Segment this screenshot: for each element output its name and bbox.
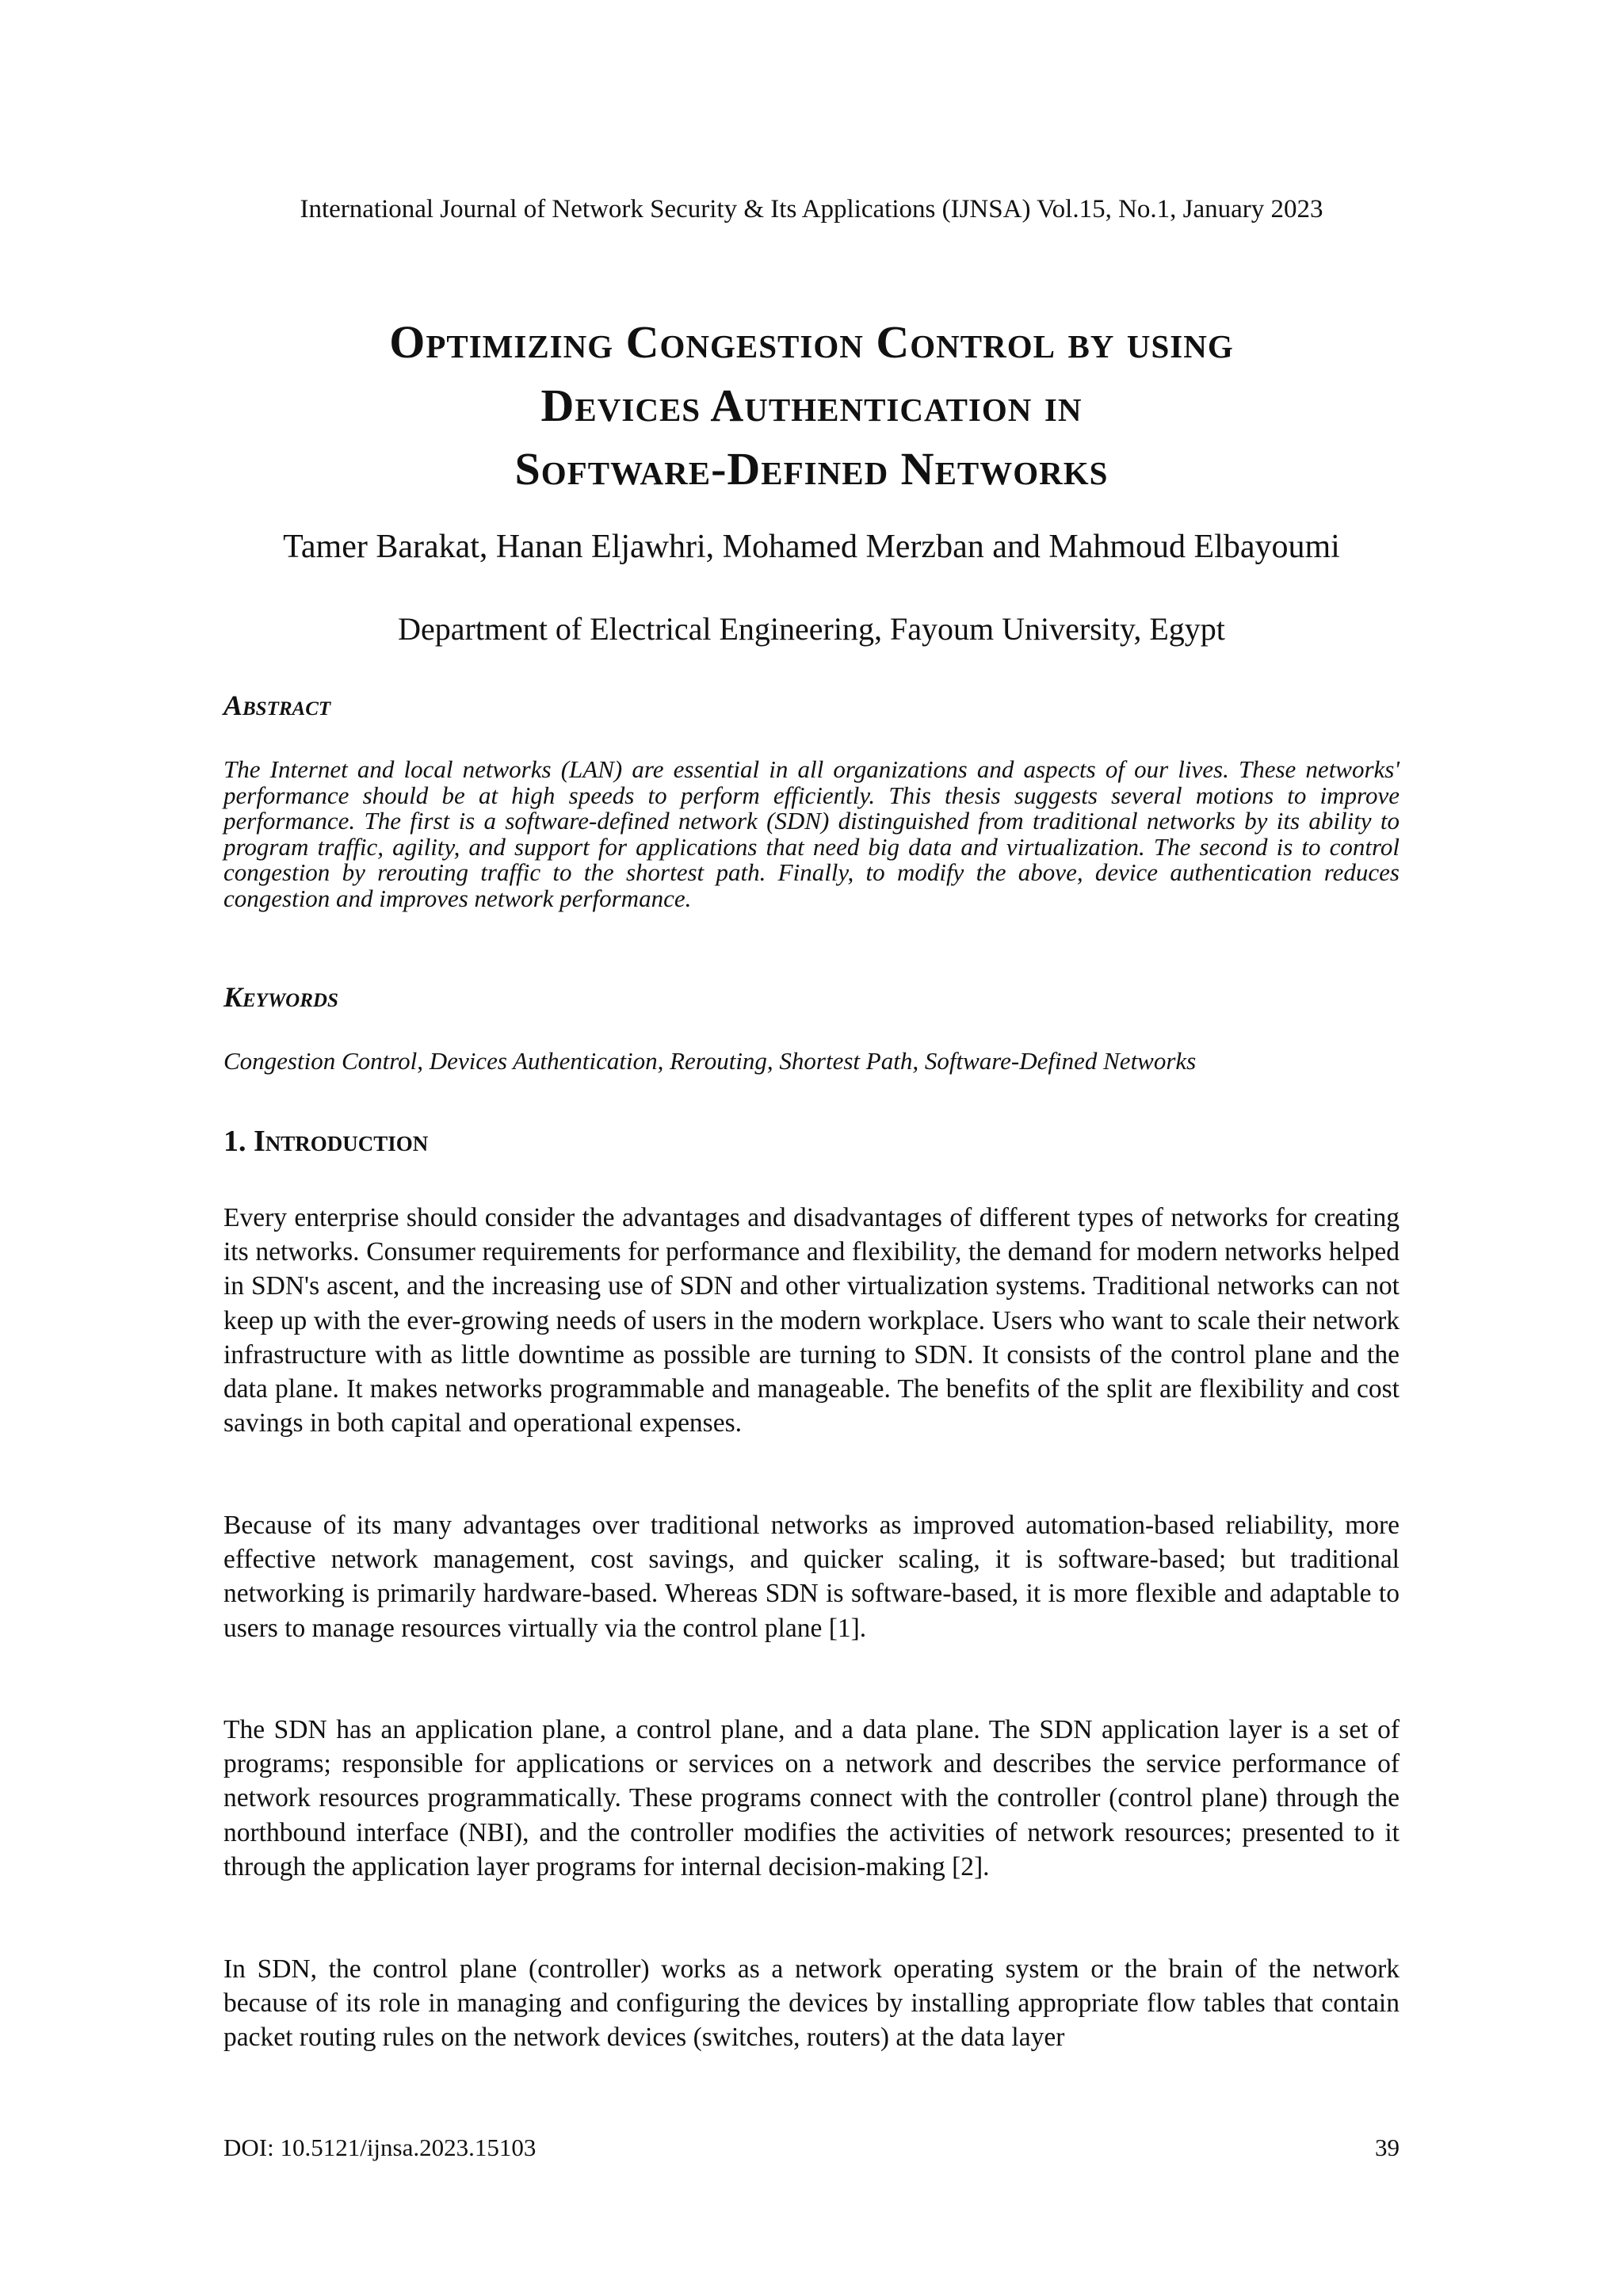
intro-paragraph-2: Because of its many advantages over traditional networks as improved automation-based reliability, more effective network management, cost savings, and quicker scaling, it is software-based; but traditional networking is primarily hardware-based. Whereas SDN is software-based, it is more flexible and adaptable to users to manage resources virtually via the control plane [1]. bbox=[223, 1511, 1400, 1643]
paper-title bbox=[0, 311, 1623, 501]
running-header: International Journal of Network Security & Its Applications (IJNSA) Vol.15, No.1, January 2023 bbox=[300, 195, 1323, 223]
page-footer bbox=[223, 2132, 1400, 2164]
keywords-heading: Keywords bbox=[223, 981, 338, 1013]
intro-paragraph-1: Every enterprise should consider the advantages and disadvantages of different types of networks for creating its networks. Consumer requirements for performance and flexibility, the demand for modern networks helped in SDN's ascent, and the increasing use of SDN and other virtualization systems. Traditional networks can not keep up with the ever-growing needs of users in the modern workplace. Users who want to scale their network infrastructure with as little downtime as possible are turning to SDN. It consists of the control plane and the data plane. It makes networks programmable and manageable. The benefits of the split are flexibility and cost savings in both capital and operational expenses. bbox=[223, 1203, 1400, 1438]
title-line-1: Optimizing Congestion Control by using bbox=[389, 316, 1234, 368]
abstract-heading: Abstract bbox=[223, 690, 331, 721]
author-affiliation: Department of Electrical Engineering, Fayoum University, Egypt bbox=[398, 611, 1225, 647]
page-number: 39 bbox=[1375, 2134, 1400, 2161]
title-line-2: Devices Authentication in bbox=[540, 380, 1083, 431]
keywords-text: Congestion Control, Devices Authentication, Rerouting, Shortest Path, Software-Defined Networks bbox=[223, 1047, 1197, 1075]
introduction-heading: 1. Introduction bbox=[223, 1125, 429, 1158]
intro-paragraph-4: In SDN, the control plane (controller) works as a network operating system or the brain of the network because of its role in managing and configuring the devices by installing appropriate flow tables that contain packet routing rules on the network devices (switches, routers) at the data layer bbox=[223, 1954, 1400, 2053]
intro-paragraph-3: The SDN has an application plane, a control plane, and a data plane. The SDN application layer is a set of programs; responsible for applications or services on a network and describes the service performance of network resources programmatically. These programs connect with the controller (control plane) through the northbound interface (NBI), and the controller modifies the activities of network resources; presented to it through the application layer programs for internal decision-making [2]. bbox=[223, 1715, 1400, 1881]
abstract-text: The Internet and local networks (LAN) are essential in all organizations and aspects of our lives. These networks' performance should be at high speeds to perform efficiently. This thesis suggests several motions to improve performance. The first is a software-defined network (SDN) distinguished from traditional networks by its ability to program traffic, agility, and support for applications that need big data and virtualization. The second is to control congestion by rerouting traffic to the shortest path. Finally, to modify the above, device authentication reduces congestion and improves network performance. bbox=[223, 755, 1400, 912]
author-list: Tamer Barakat, Hanan Eljawhri, Mohamed Merzban and Mahmoud Elbayoumi bbox=[283, 529, 1340, 565]
title-line-3: Software-Defined Networks bbox=[514, 443, 1109, 495]
doi-text: DOI: 10.5121/ijnsa.2023.15103 bbox=[223, 2134, 537, 2161]
